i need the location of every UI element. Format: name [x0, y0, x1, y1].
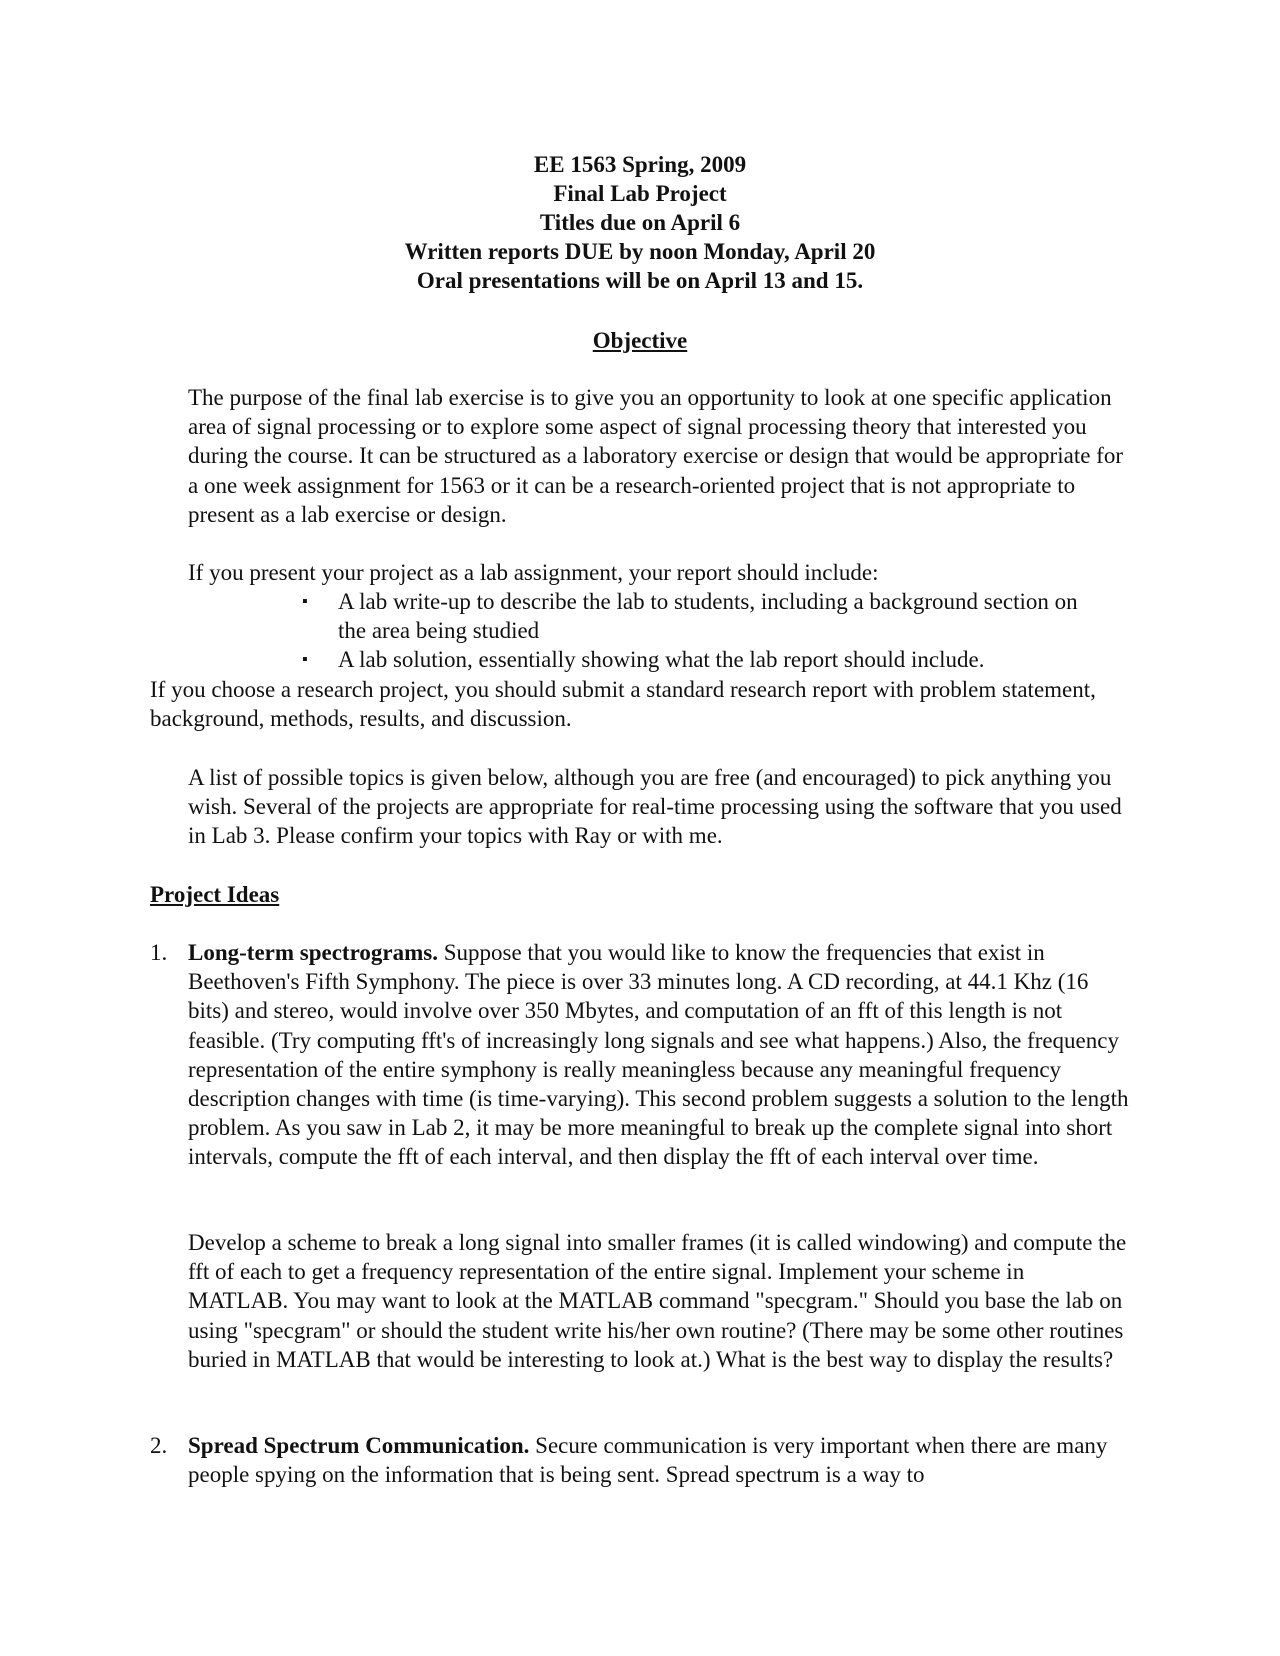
- title-block: [0, 150, 1280, 295]
- project-ideas-heading: Project Ideas: [150, 882, 280, 907]
- item-number: 1.: [150, 940, 168, 965]
- item-number: 2.: [150, 1433, 168, 1458]
- titles-due: Titles due on April 6: [539, 210, 741, 235]
- item-body: [188, 938, 1130, 1172]
- objective-paragraph: The purpose of the final lab exercise is to give you an opportunity to look at one specific application area of signal processing or to explore some aspect of signal processing theory that interested you during the course. It can be structured as a laboratory exercise or design that would be appropriate for a one week assignment for 1563 or it can be a research-oriented project that is not appropriate to present as a lab exercise or design.: [188, 385, 1123, 527]
- item-title: Long-term spectrograms.: [188, 940, 438, 965]
- bullet-item: [300, 587, 1100, 645]
- reports-due: Written reports DUE by noon Monday, April 20: [404, 239, 876, 264]
- research-project-paragraph: If you choose a research project, you should submit a standard research report with problem statement, background, methods, results, and discussion.: [150, 677, 1096, 732]
- bullet-icon: ▪: [302, 651, 308, 669]
- bullet-item: [300, 645, 1100, 674]
- lab-report-intro: If you present your project as a lab assignment, your report should include:: [188, 560, 879, 585]
- project-idea-1-followup: Develop a scheme to break a long signal into smaller frames (it is called windowing) and compute the fft of each to get a frequency representation of the entire signal. Implement your scheme in MATLAB. You may want to look at the MATLAB command "specgram." Should you base the lab on using "specgram" or should the student write his/her own routine? (There may be some other routines buried in MATLAB that would be interesting to look at.) What is the best way to display the results?: [188, 1230, 1127, 1372]
- item-body: [188, 1431, 1130, 1489]
- item-text: Secure communication is very important when there are many people spying on the information that is being sent. Spread spectrum is a way to: [188, 1433, 1108, 1488]
- item-title: Spread Spectrum Communication.: [188, 1433, 530, 1458]
- bullet-text: A lab write-up to describe the lab to students, including a background section on the area being studied: [338, 589, 1078, 644]
- project-idea-2: [150, 1431, 1130, 1489]
- lab-report-bullets: [300, 587, 1100, 675]
- presentations-date: Oral presentations will be on April 13 and 15.: [416, 268, 864, 293]
- course-title: EE 1563 Spring, 2009: [533, 152, 747, 177]
- project-title: Final Lab Project: [553, 181, 727, 206]
- objective-heading: Objective: [592, 328, 688, 353]
- project-idea-1: [150, 938, 1130, 1172]
- item-text: Suppose that you would like to know the frequencies that exist in Beethoven's Fifth Symphony. The piece is over 33 minutes long. A CD recording, at 44.1 Khz (16 bits) and stereo, would involve over 350 Mbytes, and computation of an fft of this length is not feasible. (Try computing fft's of increasingly long signals and see what happens.) Also, the frequency representation of the entire symphony is really meaningless because any meaningful frequency description changes with time (is time-varying). This second problem suggests a solution to the length problem. As you saw in Lab 2, it may be more meaningful to break up the complete signal into short intervals, compute the fft of each interval, and then display the fft of each interval over time.: [188, 940, 1129, 1170]
- topics-paragraph: A list of possible topics is given below, although you are free (and encouraged) to pick anything you wish. Several of the projects are appropriate for real-time processing using the software that you used in Lab 3. Please confirm your topics with Ray or with me.: [188, 765, 1122, 849]
- bullet-icon: ▪: [302, 593, 308, 610]
- bullet-text: A lab solution, essentially showing what the lab report should include.: [338, 647, 985, 673]
